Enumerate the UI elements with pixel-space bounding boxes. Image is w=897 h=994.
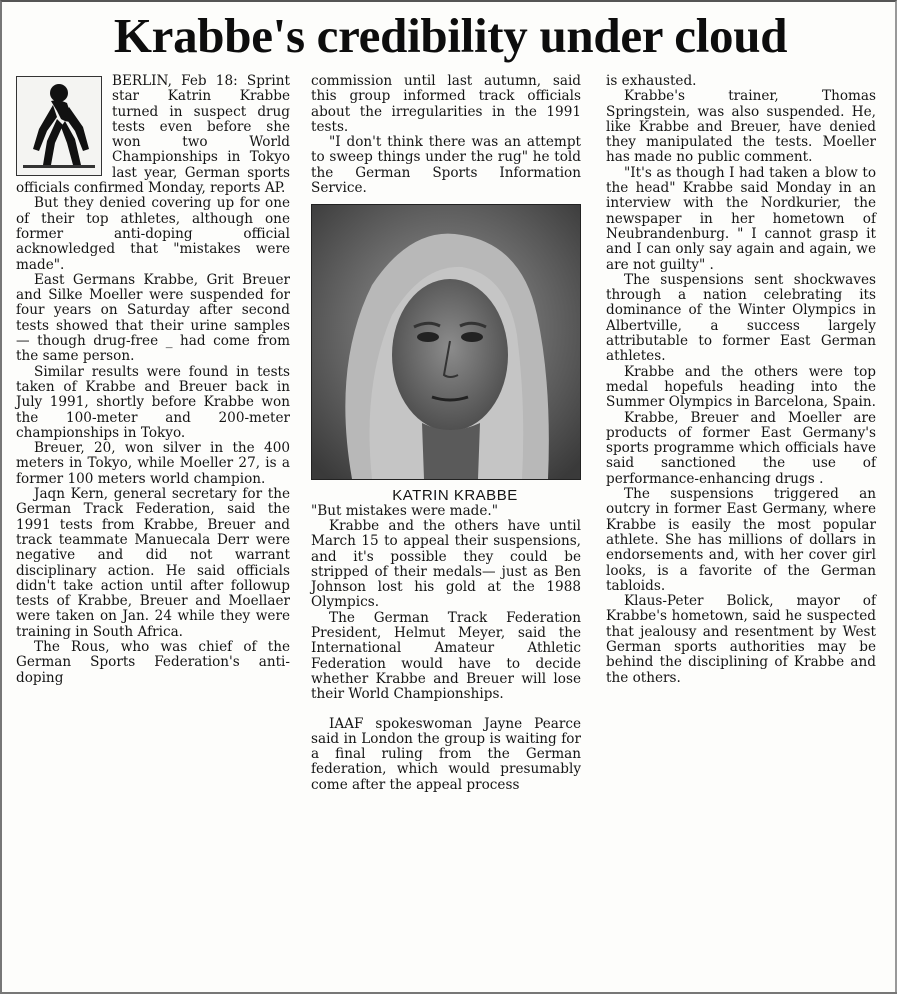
paragraph: Breuer, 20, won silver in the 400 meters in Tokyo, while Moeller 27, is a former 100 meters world champion. <box>16 440 290 487</box>
headline: Krabbe's credibility under cloud <box>113 8 788 63</box>
paragraph: East Germans Krabbe, Grit Breuer and Silke Moeller were suspended for four years on Saturday after second tests showed that their urine samples — though drug-free _ had come from the same person. <box>16 271 290 365</box>
paragraph: "It's as though I had taken a blow to the head" Krabbe said Monday in an interview with the Nordkurier, the newspaper in her hometown of Neubrandenburg. " I cannot grasp it and I can only say again and again, we are not guilty" . <box>606 164 876 273</box>
paragraph: The suspensions sent shockwaves through a nation celebrating its dominance of the Winter Olympics in Albertville, a success largely attributable to former East German athletes. <box>606 271 876 365</box>
paragraph: The suspensions triggered an outcry in former East Germany, where Krabbe is easily the most popular athlete. She has millions of dollars in endorsements and, with her cover girl looks, is a favorite of the German tabloids. <box>606 486 876 594</box>
paragraph: But they denied covering up for one of their top athletes, although one former anti-doping official acknowledged that "mistakes were made". <box>16 195 290 273</box>
paragraph: The German Track Federation President, Helmut Meyer, said the International Amateur Athletic Federation would have to decide whether Krabbe and Breuer will lose their World Championships. <box>311 609 581 703</box>
column-1 <box>16 74 290 686</box>
sprinter-logo-icon <box>16 76 102 176</box>
paragraph: Similar results were found in tests taken of Krabbe and Breuer back in July 1991, shortly before Krabbe won the 100-meter and 200-meter championships in Tokyo. <box>16 363 290 441</box>
column-3 <box>606 74 876 686</box>
paragraph: "But mistakes were made." <box>311 502 499 519</box>
column-2 <box>311 74 581 793</box>
paragraph: IAAF spokeswoman Jayne Pearce said in London the group is waiting for a final ruling from the German federation, which would presumably come after the appeal process <box>311 715 581 793</box>
paragraph: Jaqn Kern, general secretary for the German Track Federation, said the 1991 tests from Krabbe, Breuer and track teammate Manuecala Derr were negative and did not warrant disciplinary action. He said officials didn't take action until after followup tests of Krabbe, Breuer and Moellaer were taken on Jan. 24 while they were training in South Africa. <box>16 486 290 640</box>
paragraph: Krabbe's trainer, Thomas Springstein, was also suspended. He, like Krabbe and Breuer, have denied they manipulated the tests. Moeller has made no public comment. <box>606 88 876 166</box>
paragraph: Klaus-Peter Bolick, mayor of Krabbe's hometown, said he suspected that jealousy and resentment by West German sports authorities may be behind the disciplining of Krabbe and the others. <box>606 593 876 686</box>
paragraph: "I don't think there was an attempt to sweep things under the rug" he told the German Sports Information Service. <box>311 134 581 197</box>
paragraph: is exhausted. <box>606 73 697 89</box>
paragraph: BERLIN, Feb 18: Sprint star Katrin Krabbe turned in suspect drug tests even before she won two World Championships in Tokyo last year, German sports officials confirmed Monday, reports AP. <box>16 73 290 197</box>
paragraph: commission until last autumn, said this group informed track officials about the irregularities in the 1991 tests. <box>311 73 581 135</box>
paragraph: Krabbe, Breuer and Moeller are products of former East Germany's sports programme which officials have said sanctioned the use of performance-enhancing drugs . <box>606 409 876 487</box>
photo-caption: KATRIN KRABBE <box>392 487 518 505</box>
paragraph: Krabbe and the others have until March 15 to appeal their suspensions, and it's possible they could be stripped of their medals— just as Ben Johnson lost his gold at the 1988 Olympics. <box>311 517 581 611</box>
paragraph: The Rous, who was chief of the German Sports Federation's anti-doping <box>16 638 290 686</box>
portrait-photo <box>311 204 581 480</box>
paragraph: Krabbe and the others were top medal hopefuls heading into the Summer Olympics in Barcelona, Spain. <box>606 363 876 411</box>
